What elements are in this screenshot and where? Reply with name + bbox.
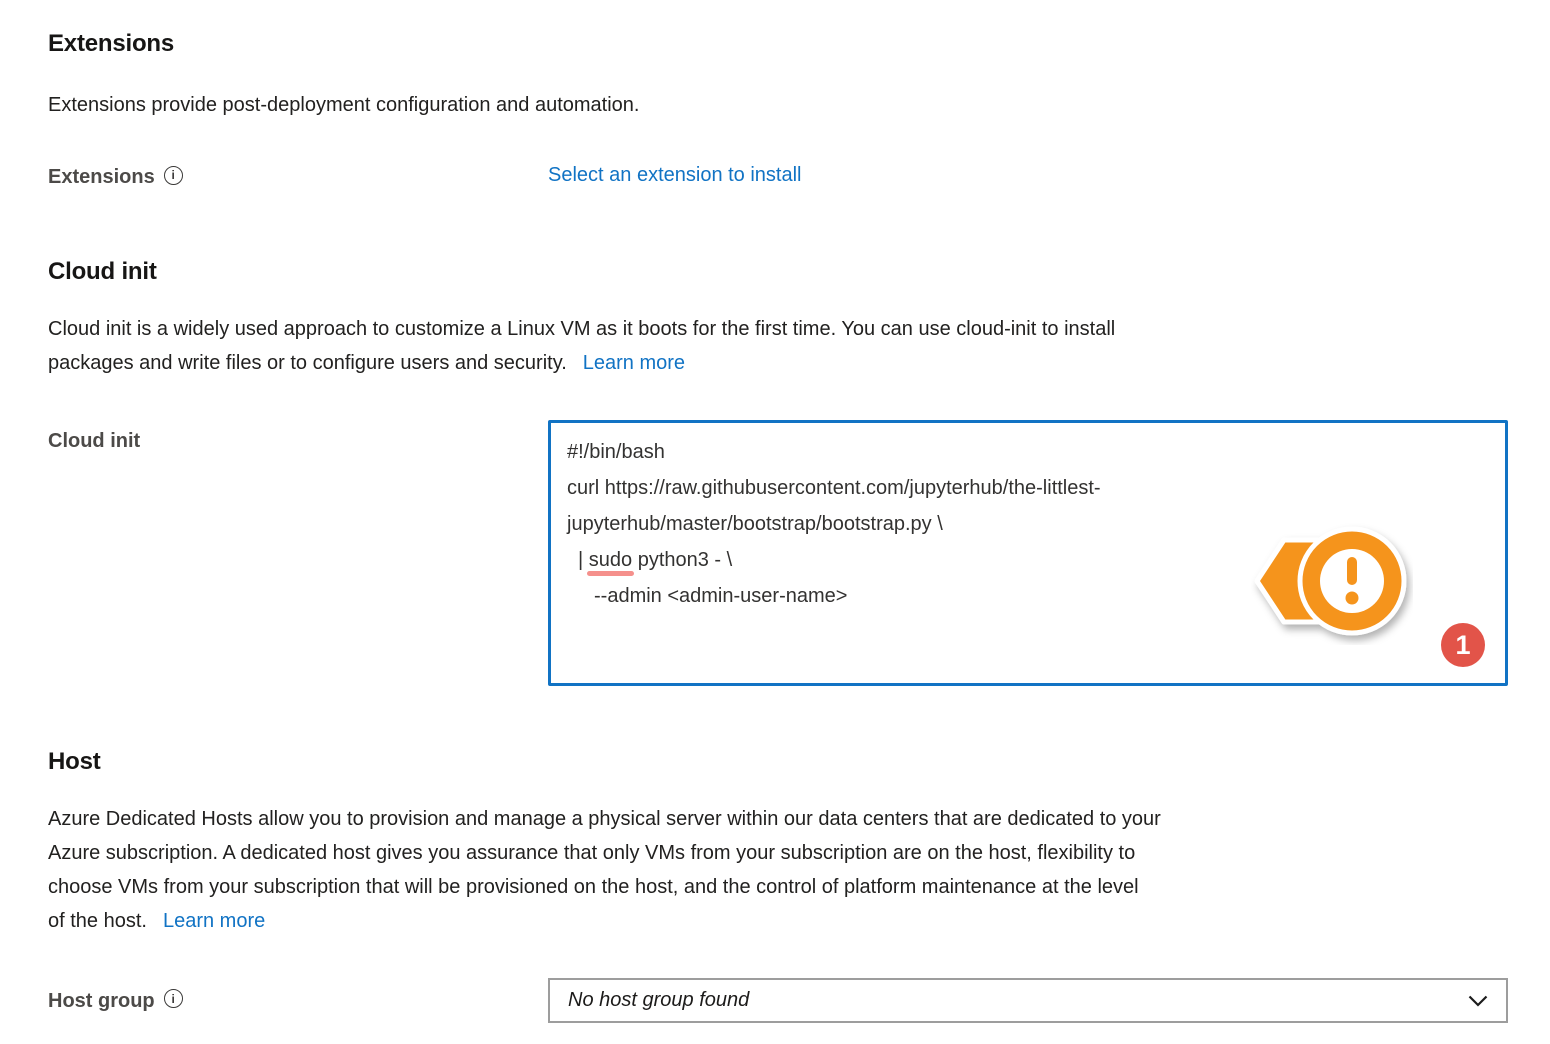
click-annotation-pointer-icon <box>1251 519 1413 645</box>
extensions-heading: Extensions <box>48 30 175 57</box>
cloud-init-textarea[interactable] <box>548 420 1508 686</box>
host-learn-more-link[interactable]: Learn more <box>162 910 266 932</box>
host-description-line4: of the host. <box>48 910 147 932</box>
annotation-number-badge: 1 <box>1441 623 1485 667</box>
extensions-description: Extensions provide post-deployment configuration and automation. <box>48 94 640 116</box>
host-group-field-label: Host group <box>48 989 155 1012</box>
extensions-field-row <box>48 164 1508 190</box>
cloud-init-section <box>48 256 1508 686</box>
cloud-init-learn-more-link[interactable]: Learn more <box>582 352 686 374</box>
host-group-dropdown[interactable] <box>548 978 1508 1023</box>
script-line-4-pipe: | <box>578 549 589 571</box>
host-group-selected-value: No host group found <box>568 989 750 1011</box>
info-icon[interactable]: i <box>164 166 183 185</box>
host-description <box>48 802 1508 938</box>
cloud-init-description-line1: Cloud init is a widely used approach to customize a Linux VM as it boots for the first time. You can use cloud-init to install <box>48 318 1116 340</box>
cloud-init-description-line2: packages and write files or to configure users and security. <box>48 352 567 374</box>
chevron-down-icon <box>1468 995 1488 1007</box>
host-section <box>48 746 1508 1023</box>
script-line-4-rest: python3 - \ <box>632 549 733 571</box>
extensions-label-group <box>48 164 548 190</box>
script-line-1: #!/bin/bash <box>567 441 665 463</box>
script-line-3: jupyterhub/master/bootstrap/bootstrap.py \ <box>567 513 943 535</box>
script-sudo-misspelled-word: sudo <box>588 549 633 571</box>
host-group-field-row <box>48 978 1508 1023</box>
host-description-line3: choose VMs from your subscription that will be provisioned on the host, and the control of platform maintenance at the level <box>48 876 1139 898</box>
script-line-5: --admin <admin-user-name> <box>594 585 848 607</box>
host-description-line2: Azure subscription. A dedicated host gives you assurance that only VMs from your subscription are on the host, flexibility to <box>48 842 1136 864</box>
host-heading: Host <box>48 748 101 775</box>
cloud-init-description <box>48 312 1508 380</box>
cloud-init-field-label: Cloud init <box>48 430 141 452</box>
cloud-init-field-row <box>48 420 1508 686</box>
cloud-init-heading: Cloud init <box>48 258 157 285</box>
extensions-section <box>48 28 1508 190</box>
script-line-2: curl https://raw.githubusercontent.com/jupyterhub/the-littlest- <box>567 477 1101 499</box>
host-group-label-group <box>48 988 548 1014</box>
extensions-field-label: Extensions <box>48 166 155 188</box>
host-description-line1: Azure Dedicated Hosts allow you to provision and manage a physical server within our data centers that are dedicated to your <box>48 808 1161 830</box>
info-icon[interactable]: i <box>164 989 183 1008</box>
select-extension-link[interactable]: Select an extension to install <box>548 164 802 186</box>
